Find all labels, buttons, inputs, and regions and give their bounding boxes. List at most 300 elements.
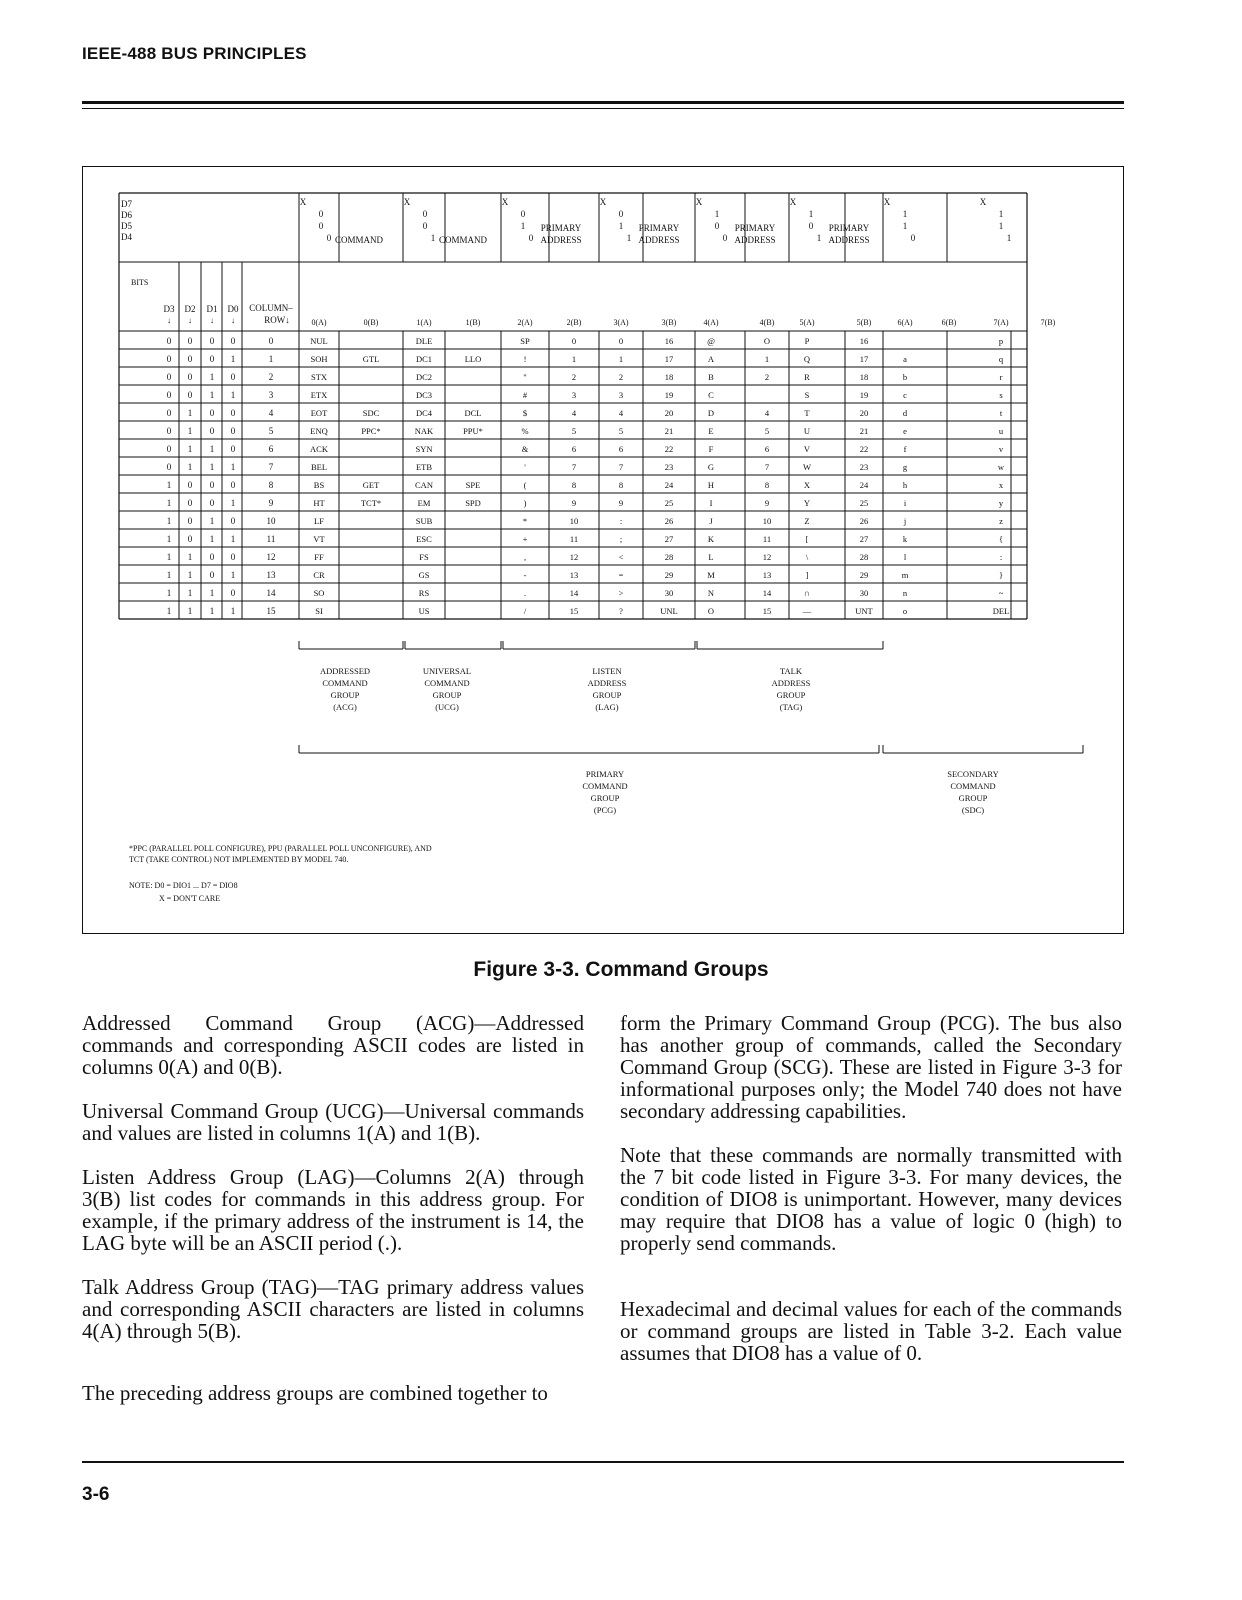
table-cell: UNT xyxy=(855,606,873,616)
table-cell: LF xyxy=(314,516,324,526)
row-bit: 1 xyxy=(230,570,236,580)
top-bit-value: 1 xyxy=(902,221,908,231)
table-cell: ' xyxy=(524,462,526,472)
group-label: (TAG) xyxy=(779,702,803,712)
footer-rule xyxy=(82,1461,1124,1463)
table-cell: ETB xyxy=(415,462,433,472)
table-cell: DCL xyxy=(464,408,482,418)
table-cell: 25 xyxy=(664,498,674,508)
table-cell: ] xyxy=(805,570,809,580)
table-cell: ACK xyxy=(310,444,328,454)
top-bit-value: 0 xyxy=(910,233,916,243)
bit-label: D4 xyxy=(121,232,132,242)
row-bit: 1 xyxy=(209,588,215,598)
table-cell: y xyxy=(998,498,1004,508)
table-cell: 12 xyxy=(569,552,579,562)
row-bit: 1 xyxy=(166,498,172,508)
row-bit: 0 xyxy=(209,426,215,436)
table-cell: D xyxy=(707,408,715,418)
table-cell: 23 xyxy=(664,462,674,472)
table-cell: 19 xyxy=(664,390,674,400)
table-cell: 10 xyxy=(762,516,772,526)
table-cell: 30 xyxy=(859,588,869,598)
table-cell: m xyxy=(901,570,909,580)
row-bit: 0 xyxy=(187,390,193,400)
row-bit-header: D3 xyxy=(163,304,175,314)
paragraph-lag: Listen Address Group (LAG)—Columns 2(A) through 3(B) list codes for commands in this address group. For example, if the primary address of the instrument is 14, the LAG byte will be an ASCII period (.). xyxy=(82,1165,584,1255)
table-cell: . xyxy=(523,588,527,598)
table-cell: r xyxy=(999,372,1003,382)
table-cell: HT xyxy=(313,498,325,508)
table-cell: 12 xyxy=(762,552,772,562)
table-cell: T xyxy=(804,408,810,418)
table-cell: 4 xyxy=(571,408,577,418)
group-title: PRIMARY xyxy=(638,223,680,233)
table-cell: DC3 xyxy=(415,390,433,400)
table-cell: 9 xyxy=(571,498,577,508)
footnote-text: TCT (TAKE CONTROL) NOT IMPLEMENTED BY MODEL 740. xyxy=(129,855,349,864)
table-cell: CR xyxy=(313,570,325,580)
table-cell: ~ xyxy=(998,588,1004,598)
table-cell: CAN xyxy=(415,480,433,490)
column-header: 5(A) xyxy=(799,318,815,327)
group-label: GROUP xyxy=(592,690,622,700)
table-cell: 6 xyxy=(764,444,770,454)
table-cell: } xyxy=(998,570,1004,580)
paragraph-tag: Talk Address Group (TAG)—TAG primary address values and corresponding ASCII characters are listed in columns 4(A) through 5(B). xyxy=(82,1275,584,1343)
table-cell: 17 xyxy=(664,354,674,364)
group-title: ADDRESS xyxy=(540,235,582,245)
left-column xyxy=(82,1012,584,1404)
table-cell: 3 xyxy=(571,390,577,400)
table-cell: GTL xyxy=(362,354,380,364)
table-cell: / xyxy=(523,606,527,616)
column-header: 7(A) xyxy=(993,318,1009,327)
group-title: ADDRESS xyxy=(638,235,680,245)
table-cell: 2 xyxy=(764,372,770,382)
table-cell: j xyxy=(903,516,907,526)
row-bit: 1 xyxy=(230,462,236,472)
table-cell: M xyxy=(707,570,715,580)
row-number: 12 xyxy=(266,552,276,562)
table-cell: s xyxy=(999,390,1003,400)
table-cell: S xyxy=(804,390,810,400)
table-cell: V xyxy=(803,444,811,454)
row-bit: 1 xyxy=(230,534,236,544)
table-cell: PPC* xyxy=(361,426,381,436)
table-cell: 8 xyxy=(764,480,770,490)
column-header: 2(A) xyxy=(517,318,533,327)
row-bit: 1 xyxy=(166,516,172,526)
table-cell: SOH xyxy=(310,354,328,364)
row-bit: 0 xyxy=(166,390,172,400)
table-cell: 5 xyxy=(571,426,577,436)
top-bit-value: 0 xyxy=(618,209,624,219)
table-cell: 24 xyxy=(664,480,674,490)
table-cell: 21 xyxy=(664,426,674,436)
table-cell: ; xyxy=(619,534,623,544)
table-cell: : xyxy=(619,516,623,526)
table-cell: 6 xyxy=(571,444,577,454)
table-cell: { xyxy=(998,534,1004,544)
row-bit: 1 xyxy=(166,606,172,616)
table-cell: \ xyxy=(805,552,809,562)
row-bit: 0 xyxy=(209,408,215,418)
row-bit: 0 xyxy=(166,444,172,454)
table-cell: Z xyxy=(804,516,810,526)
table-cell: ETX xyxy=(310,390,328,400)
table-cell: C xyxy=(708,390,714,400)
table-cell: 11 xyxy=(762,534,772,544)
table-cell: & xyxy=(521,444,529,454)
table-cell: 1 xyxy=(764,354,770,364)
table-cell: K xyxy=(707,534,715,544)
paragraph-pcg: form the Primary Command Group (PCG). The bus also has another group of commands, called the Secondary Command Group (SCG). These are listed in Figure 3-3 for informational purposes only; the Model 740 does not have secondary addressing capabilities. xyxy=(620,1011,1122,1123)
table-cell: FF xyxy=(314,552,324,562)
row-bit: 1 xyxy=(166,588,172,598)
table-cell: SP xyxy=(520,336,530,346)
row-bit: 1 xyxy=(209,516,215,526)
table-cell: > xyxy=(618,588,624,598)
column-header: 4(B) xyxy=(759,318,775,327)
column-header: 5(B) xyxy=(856,318,872,327)
top-bit-value: 1 xyxy=(626,233,632,243)
row-bit: 0 xyxy=(187,354,193,364)
row-number: 9 xyxy=(268,498,274,508)
table-cell: a xyxy=(903,354,907,364)
row-bit: 1 xyxy=(209,390,215,400)
table-cell: 18 xyxy=(664,372,674,382)
top-bit-value: 0 xyxy=(326,233,332,243)
table-cell: 4 xyxy=(764,408,770,418)
table-cell: 29 xyxy=(664,570,674,580)
row-bit: 0 xyxy=(166,336,172,346)
big-group-label: GROUP xyxy=(590,793,620,803)
table-cell: ( xyxy=(523,480,527,490)
table-cell: SPE xyxy=(465,480,481,490)
top-bit-value: 1 xyxy=(714,209,720,219)
row-bit: 0 xyxy=(187,498,193,508)
table-cell: RS xyxy=(418,588,430,598)
table-cell: * xyxy=(522,516,528,526)
group-title: ADDRESS xyxy=(734,235,776,245)
table-cell: O xyxy=(763,336,771,346)
group-label: ADDRESS xyxy=(771,678,811,688)
column-header: 1(A) xyxy=(416,318,432,327)
table-cell: B xyxy=(708,372,714,382)
table-cell: US xyxy=(418,606,430,616)
group-title: ADDRESS xyxy=(828,235,870,245)
group-label: (ACG) xyxy=(333,702,357,712)
row-bit: 1 xyxy=(209,606,215,616)
row-bit: 0 xyxy=(166,372,172,382)
bit-label: D5 xyxy=(121,221,132,231)
table-cell: 6 xyxy=(618,444,624,454)
top-bit-value: 1 xyxy=(430,233,436,243)
table-cell: NAK xyxy=(414,426,434,436)
top-bit-value: 0 xyxy=(520,209,526,219)
row-bit: 1 xyxy=(187,606,193,616)
top-bit-value: X xyxy=(299,197,307,207)
table-cell: b xyxy=(902,372,908,382)
table-cell: z xyxy=(999,516,1003,526)
header-rule-thick xyxy=(82,101,1124,104)
table-cell: : xyxy=(999,552,1003,562)
table-cell: + xyxy=(522,534,528,544)
row-bit: 0 xyxy=(230,552,236,562)
row-bit: 0 xyxy=(230,426,236,436)
table-cell: BEL xyxy=(310,462,328,472)
table-cell: 8 xyxy=(571,480,577,490)
row-bit: 0 xyxy=(230,516,236,526)
table-cell: i xyxy=(903,498,907,508)
table-cell: 20 xyxy=(859,408,869,418)
table-cell: g xyxy=(902,462,908,472)
table-cell: 22 xyxy=(859,444,869,454)
table-cell: DC4 xyxy=(415,408,433,418)
row-number: 13 xyxy=(266,570,276,580)
table-cell: E xyxy=(708,426,714,436)
row-number: 1 xyxy=(268,354,274,364)
table-cell: DC2 xyxy=(415,372,433,382)
column-header: 7(B) xyxy=(1040,318,1056,327)
top-bit-value: 0 xyxy=(808,221,814,231)
row-bit: 1 xyxy=(209,444,215,454)
row-number: 8 xyxy=(268,480,274,490)
table-cell: ) xyxy=(523,498,527,508)
bit-label: D6 xyxy=(121,210,132,220)
row-bit: 0 xyxy=(209,354,215,364)
column-header: 6(A) xyxy=(897,318,913,327)
group-label: COMMAND xyxy=(322,678,368,688)
paragraph-ucg: Universal Command Group (UCG)—Universal commands and values are listed in columns 1(A) and 1(B). xyxy=(82,1099,584,1145)
table-cell: U xyxy=(803,426,811,436)
table-cell: 1 xyxy=(618,354,624,364)
note-text: NOTE: D0 = DIO1 ... D7 = DIO8 xyxy=(129,881,238,890)
bits-label: BITS xyxy=(131,278,149,287)
table-cell: 16 xyxy=(859,336,869,346)
group-title: PRIMARY xyxy=(540,223,582,233)
table-cell: TCT* xyxy=(360,498,382,508)
table-cell: STX xyxy=(310,372,328,382)
table-cell: 19 xyxy=(859,390,869,400)
top-bit-value: 0 xyxy=(528,233,534,243)
top-bit-value: X xyxy=(599,197,607,207)
top-bit-value: X xyxy=(695,197,703,207)
table-cell: 14 xyxy=(569,588,579,598)
row-bit: 0 xyxy=(230,480,236,490)
row-bit: 1 xyxy=(166,480,172,490)
table-cell: 30 xyxy=(664,588,674,598)
row-bit: 1 xyxy=(166,570,172,580)
row-bit: 0 xyxy=(187,480,193,490)
group-label: GROUP xyxy=(776,690,806,700)
table-cell: f xyxy=(903,444,907,454)
table-cell: [ xyxy=(805,534,809,544)
table-cell: SYN xyxy=(415,444,433,454)
table-cell: # xyxy=(522,390,528,400)
table-cell: 9 xyxy=(618,498,624,508)
top-bit-value: 1 xyxy=(816,233,822,243)
paragraph-combined: The preceding address groups are combined together to xyxy=(82,1381,548,1405)
table-cell: LLO xyxy=(464,354,482,364)
column-row-label: ROW↓ xyxy=(264,315,290,325)
table-cell: d xyxy=(902,408,908,418)
table-cell: J xyxy=(709,516,713,526)
table-cell: x xyxy=(998,480,1004,490)
table-cell: SUB xyxy=(415,516,433,526)
bit-label: D7 xyxy=(121,199,132,209)
row-number: 7 xyxy=(268,462,274,472)
row-bit: 1 xyxy=(187,588,193,598)
row-number: 11 xyxy=(266,534,276,544)
table-cell: 0 xyxy=(618,336,624,346)
top-bit-value: 1 xyxy=(902,209,908,219)
group-label: UNIVERSAL xyxy=(422,666,472,676)
group-label: (UCG) xyxy=(435,702,459,712)
row-bit: 0 xyxy=(209,552,215,562)
top-bit-value: 1 xyxy=(808,209,814,219)
arrow-icon: ↓ xyxy=(210,316,214,325)
table-cell: 24 xyxy=(859,480,869,490)
big-group-label: COMMAND xyxy=(582,781,628,791)
table-cell: DEL xyxy=(992,606,1010,616)
table-cell: A xyxy=(707,354,715,364)
table-cell: h xyxy=(902,480,908,490)
row-bit: 0 xyxy=(209,336,215,346)
table-cell: 13 xyxy=(762,570,772,580)
table-cell: ENQ xyxy=(310,426,328,436)
group-label: GROUP xyxy=(330,690,360,700)
row-bit: 0 xyxy=(187,336,193,346)
arrow-icon: ↓ xyxy=(188,316,192,325)
row-bit: 0 xyxy=(230,588,236,598)
table-cell: SDC xyxy=(362,408,380,418)
table-cell: < xyxy=(618,552,624,562)
top-bit-value: 0 xyxy=(422,209,428,219)
table-cell: 29 xyxy=(859,570,869,580)
column-row-label: COLUMN– xyxy=(249,303,293,313)
row-bit: 0 xyxy=(187,516,193,526)
table-cell: ? xyxy=(619,606,623,616)
row-bit: 0 xyxy=(166,408,172,418)
table-cell: 15 xyxy=(762,606,772,616)
table-cell: Q xyxy=(803,354,811,364)
table-cell: 10 xyxy=(569,516,579,526)
table-cell: 21 xyxy=(859,426,869,436)
table-cell: NUL xyxy=(310,336,328,346)
table-cell: Y xyxy=(803,498,811,508)
table-cell: 3 xyxy=(618,390,624,400)
table-cell: GET xyxy=(362,480,380,490)
row-bit: 1 xyxy=(209,372,215,382)
group-title: PRIMARY xyxy=(734,223,776,233)
table-cell: O xyxy=(707,606,715,616)
table-cell: ESC xyxy=(416,534,432,544)
table-cell: 5 xyxy=(764,426,770,436)
row-number: 0 xyxy=(268,336,274,346)
table-cell: H xyxy=(707,480,715,490)
table-cell: v xyxy=(998,444,1004,454)
table-cell: 14 xyxy=(762,588,772,598)
table-cell: 26 xyxy=(664,516,674,526)
column-header: 3(B) xyxy=(661,318,677,327)
row-bit: 0 xyxy=(166,354,172,364)
row-bit-header: D2 xyxy=(184,304,196,314)
table-cell: ! xyxy=(523,354,527,364)
top-bit-value: X xyxy=(883,197,891,207)
group-label: ADDRESSED xyxy=(319,666,371,676)
table-cell: 1 xyxy=(571,354,577,364)
table-cell: 28 xyxy=(664,552,674,562)
group-title: PRIMARY xyxy=(828,223,870,233)
table-cell: 8 xyxy=(618,480,624,490)
table-cell: W xyxy=(802,462,812,472)
top-bit-value: 0 xyxy=(722,233,728,243)
table-cell: 27 xyxy=(664,534,674,544)
table-cell: SO xyxy=(313,588,325,598)
table-cell: 7 xyxy=(571,462,577,472)
table-cell: e xyxy=(903,426,907,436)
row-bit: 1 xyxy=(187,426,193,436)
table-cell: F xyxy=(708,444,714,454)
table-cell: SPD xyxy=(465,498,481,508)
row-number: 3 xyxy=(268,390,274,400)
table-cell: q xyxy=(998,354,1004,364)
paragraph-dio8: Note that these commands are normally transmitted with the 7 bit code listed in Figure 3-3. For many devices, the condition of DIO8 is unimportant. However, many devices may require that DIO8 has a value of logic 0 (high) to properly send commands. xyxy=(620,1143,1122,1255)
row-bit: 0 xyxy=(230,444,236,454)
top-bit-value: 1 xyxy=(1006,233,1012,243)
row-bit: 1 xyxy=(230,606,236,616)
top-bit-value: 1 xyxy=(998,209,1004,219)
table-cell: 28 xyxy=(859,552,869,562)
table-cell: DC1 xyxy=(415,354,433,364)
table-cell: 15 xyxy=(569,606,579,616)
table-cell: R xyxy=(804,372,810,382)
row-bit: 1 xyxy=(187,462,193,472)
row-bit: 0 xyxy=(187,534,193,544)
table-cell: 16 xyxy=(664,336,674,346)
row-bit: 1 xyxy=(209,462,215,472)
table-cell: 2 xyxy=(618,372,624,382)
top-bit-value: 0 xyxy=(714,221,720,231)
arrow-icon: ↓ xyxy=(167,316,171,325)
paragraph-hex: Hexadecimal and decimal values for each of the commands or command groups are listed in Table 3-2. Each value assumes that DIO8 has a value of 0. xyxy=(620,1297,1122,1365)
table-cell: 20 xyxy=(664,408,674,418)
note-text: X = DON'T CARE xyxy=(159,894,221,903)
row-bit: 1 xyxy=(166,534,172,544)
top-bit-value: X xyxy=(501,197,509,207)
table-cell: u xyxy=(998,426,1004,436)
table-cell: k xyxy=(902,534,908,544)
command-table-diagram xyxy=(83,167,1125,935)
row-bit: 0 xyxy=(209,570,215,580)
column-header: 3(A) xyxy=(613,318,629,327)
top-bit-value: 1 xyxy=(618,221,624,231)
column-header: 4(A) xyxy=(703,318,719,327)
row-number: 10 xyxy=(266,516,276,526)
table-cell: c xyxy=(903,390,907,400)
table-cell: N xyxy=(707,588,715,598)
big-group-label: COMMAND xyxy=(950,781,996,791)
table-cell: 22 xyxy=(664,444,674,454)
row-number: 2 xyxy=(268,372,274,382)
big-group-label: (PCG) xyxy=(593,805,617,815)
table-cell: 27 xyxy=(859,534,869,544)
table-cell: — xyxy=(802,606,812,616)
arrow-icon: ↓ xyxy=(231,316,235,325)
row-bit: 0 xyxy=(166,462,172,472)
